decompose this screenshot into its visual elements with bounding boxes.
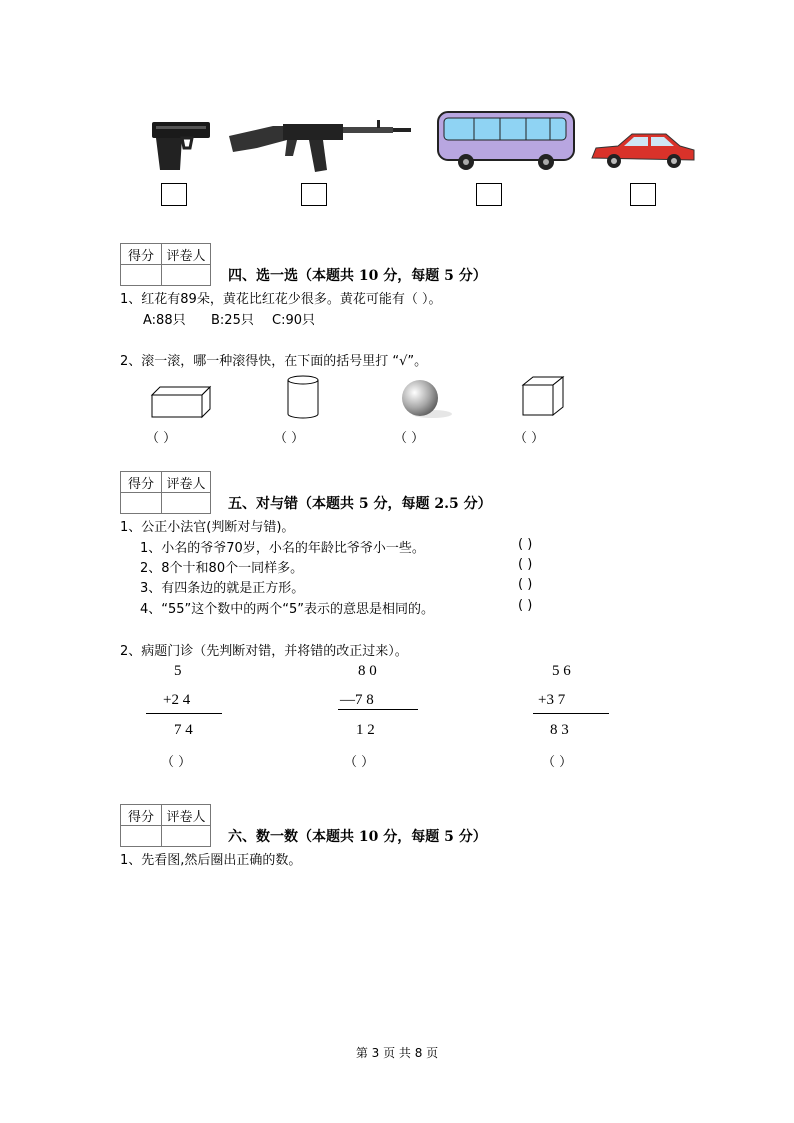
- page-number: 第 3 页 共 8 页: [355, 1046, 439, 1060]
- answer-blank[interactable]: ( ): [518, 598, 533, 613]
- calc-result: 7 4: [174, 722, 193, 738]
- score-table: [120, 243, 211, 286]
- rifle-icon: [227, 118, 417, 174]
- answer-box-pistol[interactable]: [161, 183, 187, 206]
- calc-operand: —7 8: [340, 692, 374, 708]
- grader-label: 评卷人: [162, 805, 211, 826]
- answer-blank[interactable]: （ ）: [161, 755, 192, 770]
- section-title: 四、选一选（本题共 10 分，每题 5 分）: [228, 268, 487, 284]
- answer-blank[interactable]: （ ）: [394, 431, 425, 446]
- answer-blank[interactable]: ( ): [518, 557, 533, 572]
- question-text: 2、滚一滚，哪一种滚得快，在下面的括号里打 “√”。: [120, 354, 428, 369]
- score-table: [120, 471, 211, 514]
- answer-blank[interactable]: （ ）: [542, 755, 573, 770]
- score-table: [120, 804, 211, 847]
- option-b: B:25只: [211, 313, 254, 328]
- answer-box-bus[interactable]: [476, 183, 502, 206]
- answer-blank[interactable]: ( ): [518, 577, 533, 592]
- pistol-icon: [146, 118, 212, 174]
- grader-label: 评卷人: [162, 244, 211, 265]
- question-text: 1、红花有89朵，黄花比红花少很多。黄花可能有（ ）。: [120, 292, 442, 307]
- calc-top: 8 0: [358, 663, 377, 679]
- answer-blank[interactable]: ( ): [518, 537, 533, 552]
- calc-top: 5: [174, 663, 182, 679]
- answer-blank[interactable]: （ ）: [274, 431, 305, 446]
- grader-cell[interactable]: [162, 493, 211, 514]
- option-a: A:88只: [143, 313, 186, 328]
- question-text: 1、先看图,然后圈出正确的数。: [120, 853, 302, 868]
- bus-icon: [434, 108, 578, 172]
- section-title: 五、对与错（本题共 5 分，每题 2.5 分）: [228, 496, 492, 512]
- calc-operand: +3 7: [538, 692, 566, 708]
- cuboid-icon: [150, 385, 212, 419]
- score-label: 得分: [121, 472, 162, 493]
- question-text: 2、病题门诊（先判断对错，并将错的改正过来）。: [120, 644, 408, 659]
- option-c: C:90只: [272, 313, 315, 328]
- sphere-icon: [400, 378, 454, 420]
- car-icon: [588, 128, 698, 172]
- answer-box-rifle[interactable]: [301, 183, 327, 206]
- calc-line: [146, 713, 222, 714]
- grader-label: 评卷人: [162, 472, 211, 493]
- cube-icon: [521, 375, 565, 417]
- calc-line: [338, 709, 418, 710]
- score-cell[interactable]: [121, 265, 162, 286]
- score-cell[interactable]: [121, 493, 162, 514]
- judgement-item: 4、“55”这个数中的两个“5”表示的意思是相同的。: [140, 602, 435, 617]
- cylinder-icon: [286, 374, 320, 420]
- answer-blank[interactable]: （ ）: [514, 431, 545, 446]
- answer-blank[interactable]: （ ）: [146, 431, 177, 446]
- calc-top: 5 6: [552, 663, 571, 679]
- calc-operand: +2 4: [163, 692, 191, 708]
- score-label: 得分: [121, 244, 162, 265]
- judgement-item: 2、8个十和80个一同样多。: [140, 561, 304, 576]
- judgement-item: 3、有四条边的就是正方形。: [140, 581, 305, 596]
- judgement-item: 1、小名的爷爷70岁，小名的年龄比爷爷小一些。: [140, 541, 425, 556]
- section-title: 六、数一数（本题共 10 分，每题 5 分）: [228, 829, 487, 845]
- question-text: 1、公正小法官(判断对与错)。: [120, 520, 295, 535]
- grader-cell[interactable]: [162, 826, 211, 847]
- score-label: 得分: [121, 805, 162, 826]
- calc-result: 8 3: [550, 722, 569, 738]
- calc-result: 1 2: [356, 722, 375, 738]
- calc-line: [533, 713, 609, 714]
- answer-blank[interactable]: （ ）: [344, 755, 375, 770]
- answer-box-car[interactable]: [630, 183, 656, 206]
- score-cell[interactable]: [121, 826, 162, 847]
- grader-cell[interactable]: [162, 265, 211, 286]
